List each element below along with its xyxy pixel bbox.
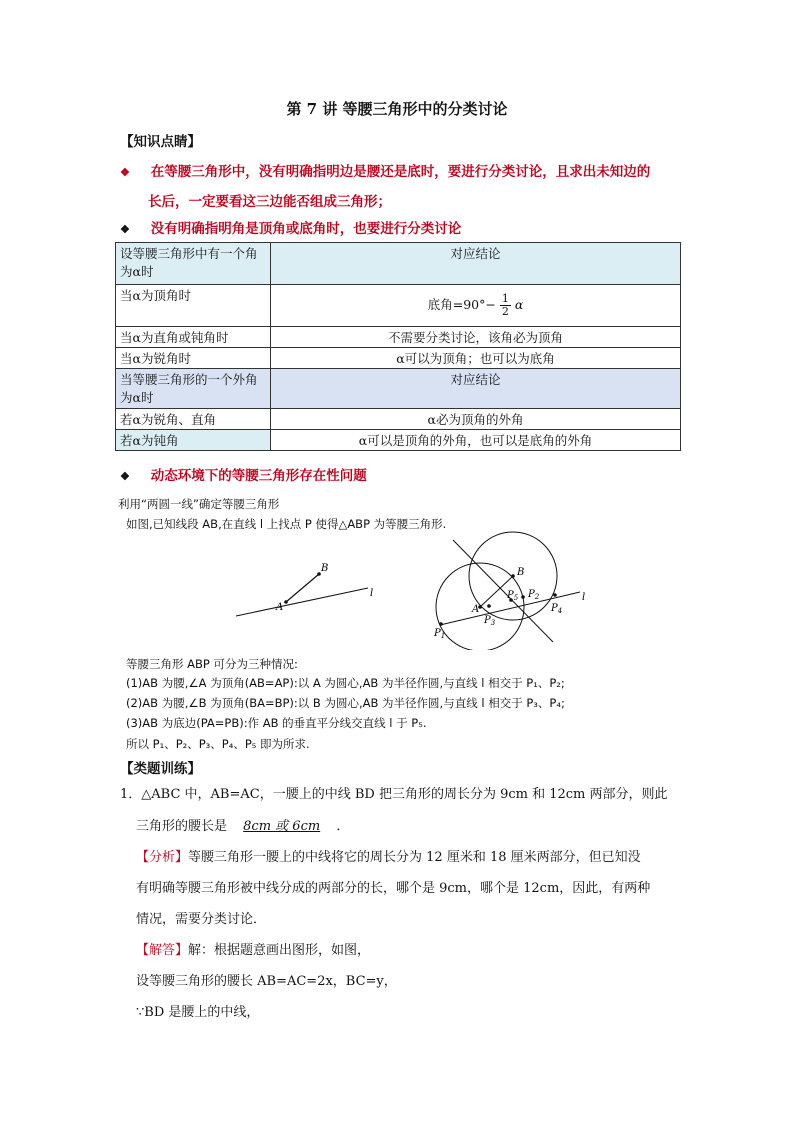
analysis-line-1 [136, 849, 641, 867]
table-cell: 设等腰三角形中有一个角为α时 [116, 243, 271, 285]
table-cell: 当α为锐角时 [116, 348, 271, 369]
label-p3: $P_3$ [484, 615, 496, 627]
table-cell: 对应结论 [271, 369, 681, 409]
table-cell: 当α为直角或钝角时 [116, 327, 271, 348]
problem-1-line-2 [136, 818, 349, 836]
table-cell [271, 285, 681, 327]
table-row [116, 243, 681, 285]
fraction-numerator: 1 [501, 291, 509, 305]
bullet-3 [120, 464, 367, 484]
label-l-right: l [582, 592, 586, 603]
solution-tag: 【解答】 [136, 943, 189, 958]
table-cell: 当等腰三角形的一个外角为α时 [116, 369, 271, 409]
case-2: (2)AB 为腰,∠B 为顶角(BA=BP):以 B 为圆心,AB 为半径作圆,与直线 l 相交于 P₃、P₄; [126, 696, 565, 710]
table-cell: 若α为钝角 [116, 430, 271, 451]
construction-figure [110, 530, 610, 650]
solution-line-2: 设等腰三角形的腰长 AB=AC=2x，BC=y， [136, 974, 397, 989]
point-p3 [487, 604, 491, 608]
bullet-2 [120, 217, 461, 237]
formula-prefix: 底角=90°− [427, 297, 496, 312]
table-cell: 若α为锐角、直角 [116, 409, 271, 430]
formula-suffix: α [514, 297, 524, 312]
analysis-line-3: 情况，需要分类讨论． [136, 912, 267, 927]
problem-1-line-1 [120, 786, 668, 804]
bullet-3-text: 动态环境下的等腰三角形存在性问题 [150, 468, 367, 484]
table-row [116, 409, 681, 430]
table-row [116, 369, 681, 409]
solution-line-3: ∵BD 是腰上的中线， [136, 1005, 260, 1020]
training-header: 【类题训练】 [120, 761, 201, 777]
table-cell: 不需要分类讨论，该角必为顶角 [271, 327, 681, 348]
figure-intro: 如图,已知线段 AB,在直线 l 上找点 P 使得△ABP 为等腰三角形. [126, 517, 447, 531]
table-cell: 当α为顶角时 [116, 285, 271, 327]
label-a-left: A [276, 602, 284, 613]
label-a-right: A [472, 604, 480, 615]
solution-text: 解：根据题意画出图形，如图， [188, 943, 371, 958]
bullet-1-line-2: 长后，一定要看这三边能否组成三角形； [148, 194, 391, 210]
label-p1: $P_1$ [434, 628, 446, 640]
diamond-bullet-icon: ❖ [120, 470, 130, 483]
solution-line-1 [136, 942, 370, 960]
answer-blank: 8cm 或 6cm [243, 819, 321, 834]
analysis-text: 等腰三角形一腰上的中线将它的周长分为 12 厘米和 18 厘米两部分，但已知没 [188, 850, 641, 865]
segment-ab-left [286, 574, 319, 602]
figure-caption-title: 利用“两圆一线”确定等腰三角形 [118, 497, 280, 511]
line-l-left [236, 588, 368, 616]
problem-number: 1． [120, 787, 142, 802]
table-row [116, 348, 681, 369]
perpendicular-bisector [453, 540, 553, 642]
fraction [500, 293, 511, 318]
analysis-tag: 【分析】 [136, 850, 189, 865]
bullet-1-text: 在等腰三角形中，没有明确指明边是腰还是底时，要进行分类讨论，且求出未知边的 [150, 164, 651, 180]
table-cell: α可以为顶角；也可以为底角 [271, 348, 681, 369]
table-row [116, 327, 681, 348]
table-cell: α可以是顶角的外角，也可以是底角的外角 [271, 430, 681, 451]
point-p2 [521, 595, 525, 599]
label-l-left: l [370, 588, 374, 599]
label-p4: $P_4$ [551, 603, 563, 615]
table-row [116, 285, 681, 327]
label-p2: $P_2$ [528, 589, 540, 601]
bullet-2-text: 没有明确指明角是顶角或底角时，也要进行分类讨论 [150, 221, 462, 237]
problem-text: 三角形的腰长是 [136, 819, 228, 834]
diamond-bullet-icon: ❖ [120, 166, 130, 179]
table-row [116, 430, 681, 451]
table-cell: 对应结论 [271, 243, 681, 285]
label-b-right: B [517, 567, 525, 578]
label-p5: $P_5$ [507, 590, 519, 602]
analysis-line-2: 有明确等腰三角形被中线分成的两部分的长，哪个是 9cm，哪个是 12cm，因此，有两种 [136, 881, 651, 896]
bullet-1-line-1 [120, 160, 650, 180]
point-p1 [439, 622, 443, 626]
diamond-bullet-icon: ❖ [120, 223, 130, 236]
point-a-left [284, 600, 288, 604]
problem-text: △ABC 中，AB=AC，一腰上的中线 BD 把三角形的周长分为 9cm 和 12cm 两部分，则此 [141, 787, 668, 802]
page-title: 第 7 讲 等腰三角形中的分类讨论 [286, 100, 508, 118]
point-b-right [511, 574, 515, 578]
label-b-left: B [321, 563, 329, 574]
cases-intro: 等腰三角形 ABP 可分为三种情况: [126, 657, 298, 671]
problem-text: ． [336, 819, 350, 834]
point-p4 [553, 593, 557, 597]
knowledge-header: 【知识点睛】 [120, 134, 201, 150]
fraction-denominator: 2 [501, 305, 509, 318]
knowledge-table [115, 242, 681, 451]
case-3: (3)AB 为底边(PA=PB):作 AB 的垂直平分线交直线 l 于 P₅. [126, 716, 427, 730]
conclusion: 所以 P₁、P₂、P₃、P₄、P₅ 即为所求. [126, 737, 310, 751]
table-cell: α必为顶角的外角 [271, 409, 681, 430]
case-1: (1)AB 为腰,∠A 为顶角(AB=AP):以 A 为圆心,AB 为半径作圆,与直线 l 相交于 P₁、P₂; [126, 676, 565, 690]
